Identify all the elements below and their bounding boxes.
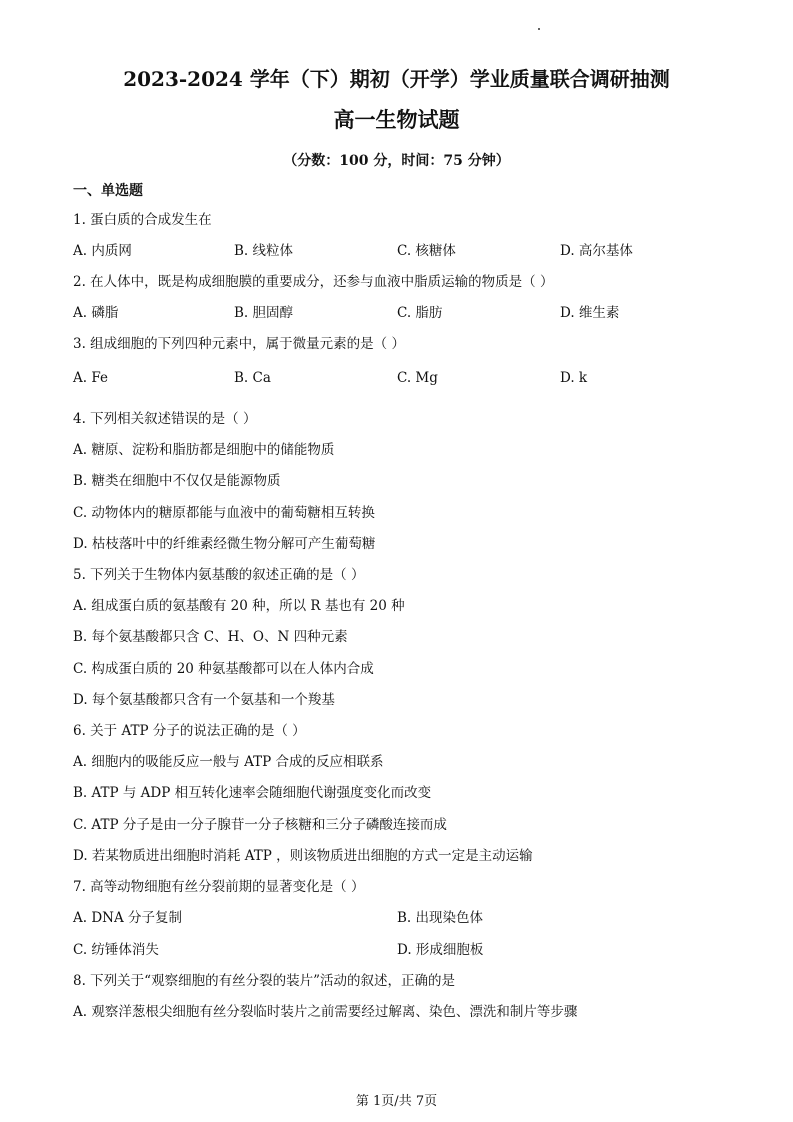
question-2-option-b: B. 胆固醇 <box>234 305 294 321</box>
scan-dot <box>538 28 540 30</box>
question-3-option-b: B. Ca <box>234 370 271 386</box>
question-7-option-c: C. 纺锤体消失 <box>73 942 159 958</box>
question-7-stem: 7. 高等动物细胞有丝分裂前期的显著变化是（ ） <box>73 879 365 895</box>
question-8-stem: 8. 下列关于“观察细胞的有丝分裂的装片”活动的叙述，正确的是 <box>73 973 455 989</box>
exam-subject: 高一生物试题 <box>333 107 460 132</box>
score-time: （分数：100 分，时间：75 分钟） <box>283 153 510 169</box>
question-5-option-c: C. 构成蛋白质的 20 种氨基酸都可以在人体内合成 <box>73 661 374 677</box>
question-4-option-c: C. 动物体内的糖原都能与血液中的葡萄糖相互转换 <box>73 505 375 521</box>
question-6-option-b: B. ATP 与 ADP 相互转化速率会随细胞代谢强度变化而改变 <box>73 785 432 801</box>
question-3-option-c: C. Mg <box>397 370 438 386</box>
question-6-stem: 6. 关于 ATP 分子的说法正确的是（ ） <box>73 723 306 739</box>
question-2-option-d: D. 维生素 <box>560 305 620 321</box>
question-3-stem: 3. 组成细胞的下列四种元素中，属于微量元素的是（ ） <box>73 336 405 352</box>
question-4-stem: 4. 下列相关叙述错误的是（ ） <box>73 411 257 427</box>
question-5-stem: 5. 下列关于生物体内氨基酸的叙述正确的是（ ） <box>73 567 365 583</box>
question-2-option-c: C. 脂肪 <box>397 305 443 321</box>
question-2-stem: 2. 在人体中，既是构成细胞膜的重要成分，还参与血液中脂质运输的物质是（ ） <box>73 274 554 290</box>
question-7-option-d: D. 形成细胞板 <box>397 942 484 958</box>
question-1-option-c: C. 核糖体 <box>397 243 456 259</box>
question-1-option-b: B. 线粒体 <box>234 243 294 259</box>
question-6-option-a: A. 细胞内的吸能反应一般与 ATP 合成的反应相联系 <box>73 754 384 770</box>
question-2-option-a: A. 磷脂 <box>73 305 119 321</box>
question-1-option-a: A. 内质网 <box>73 243 132 259</box>
question-5-option-d: D. 每个氨基酸都只含有一个氨基和一个羧基 <box>73 692 335 708</box>
question-6-option-c: C. ATP 分子是由一分子腺苷一分子核糖和三分子磷酸连接而成 <box>73 817 447 833</box>
question-4-option-d: D. 枯枝落叶中的纤维素经微生物分解可产生葡萄糖 <box>73 536 376 552</box>
question-7-option-b: B. 出现染色体 <box>397 910 484 926</box>
question-1-option-d: D. 高尔基体 <box>560 243 633 259</box>
page-number: 第 1页/共 7页 <box>355 1094 438 1109</box>
question-5-option-b: B. 每个氨基酸都只含 C、H、O、N 四种元素 <box>73 629 348 645</box>
question-1-stem: 1. 蛋白质的合成发生在 <box>73 212 212 228</box>
question-8-option-a: A. 观察洋葱根尖细胞有丝分裂临时装片之前需要经过解离、染色、漂洗和制片等步骤 <box>73 1004 578 1020</box>
exam-title: 2023-2024 学年（下）期初（开学）学业质量联合调研抽测 <box>123 67 670 91</box>
question-6-option-d: D. 若某物质进出细胞时消耗 ATP ，则该物质进出细胞的方式一定是主动运输 <box>73 848 533 864</box>
question-7-option-a: A. DNA 分子复制 <box>73 910 183 926</box>
section-heading: 一、单选题 <box>73 183 143 199</box>
question-4-option-a: A. 糖原、淀粉和脂肪都是细胞中的储能物质 <box>73 442 335 458</box>
question-5-option-a: A. 组成蛋白质的氨基酸有 20 种，所以 R 基也有 20 种 <box>73 598 405 614</box>
question-3-option-a: A. Fe <box>73 370 108 386</box>
question-3-option-d: D. k <box>560 370 588 386</box>
question-4-option-b: B. 糖类在细胞中不仅仅是能源物质 <box>73 473 281 489</box>
